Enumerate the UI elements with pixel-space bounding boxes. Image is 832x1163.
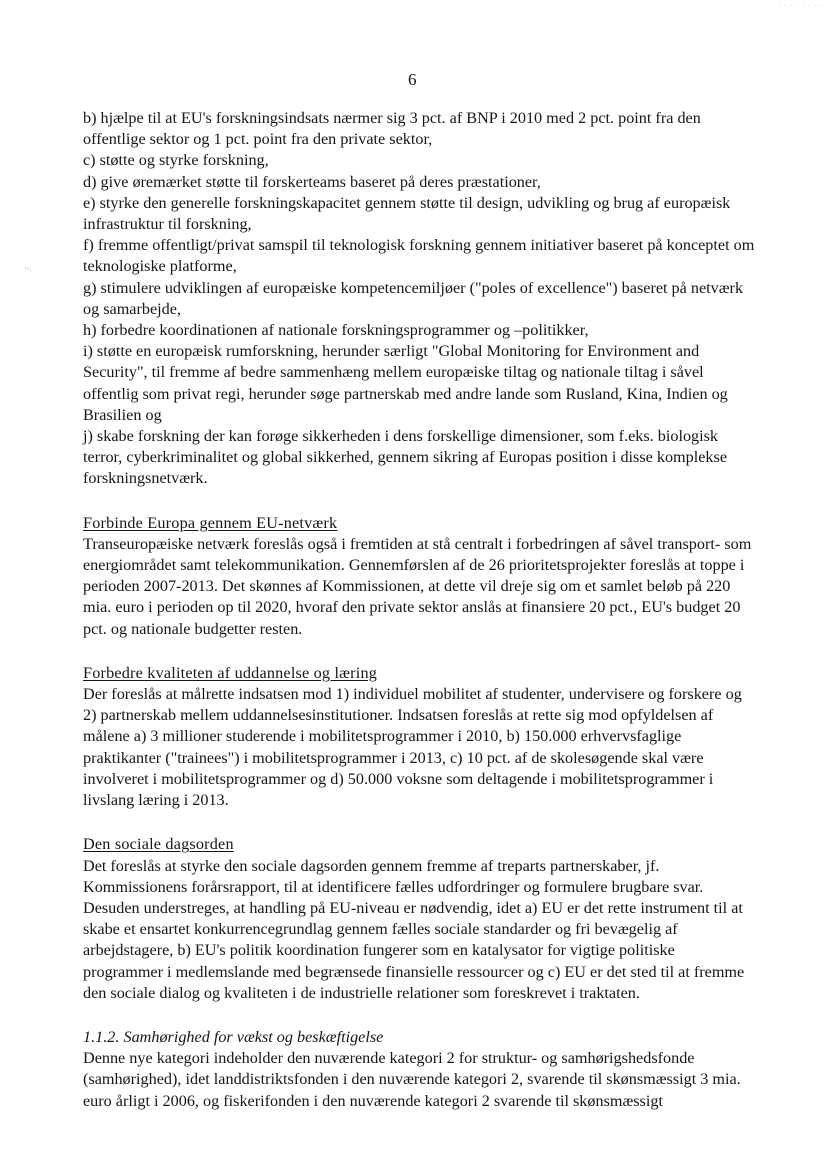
section-body: Transeuropæiske netværk foreslås også i fremtiden at stå centralt i forbedringen af såvel transport- som energiområdet samt telekommunikation. Gennemførslen af de 26 prioritetsprojekter foreslås at toppe i perioden 2007-2013. Det skønnes af Kommissionen, at dette vil dreje sig om et samlet beløb på 220 mia. euro i perioden op til 2020, hvoraf den private sektor anslås at finansiere 20 pct., EU's budget 20 pct. og nationale budgetter resten. <box>83 534 752 638</box>
objectives-list <box>83 108 755 490</box>
scan-corner-mark: · · · · · · · · <box>778 2 824 10</box>
subsection-cohesion <box>83 1027 755 1112</box>
page-number: 6 <box>408 70 417 89</box>
subsection-heading: 1.1.2. Samhørighed for vækst og beskæftigelse <box>83 1027 384 1046</box>
list-item-g: g) stimulere udviklingen af europæiske kompetencemiljøer ("poles of excellence") baseret på netværk og samarbejde, <box>83 278 744 318</box>
section-heading: Forbedre kvaliteten af uddannelse og læring <box>83 663 378 682</box>
list-item-c: c) støtte og styrke forskning, <box>83 151 269 170</box>
list-item-e: e) styrke den generelle forskningskapacitet gennem støtte til design, udvikling og brug af europæisk infrastruktur til forskning, <box>83 193 731 234</box>
section-body: Det foreslås at styrke den sociale dagsorden gennem fremme af treparts partnerskaber, jf. Kommissionens forårsrapport, til at identificere fælles udfordringer og formulere brugbare svar. Desuden understreges, at handling på EU-niveau er nødvendig, idet a) EU er det rette instrument til at skabe et ensartet konkurrencegrundlag gennem fælles sociale standarder og fri bevægelig af arbejdstagere, b) EU's politik koordination fungerer som en katalysator for vigtige politiske programmer i medlemslande med begrænsede finansielle ressourcer og c) EU er det sted til at fremme den sociale dialog og kvaliteten i de industrielle relationer som foreskrevet i traktaten. <box>83 856 745 1002</box>
list-item-d: d) give øremærket støtte til forskerteams baseret på deres præstationer, <box>83 172 541 191</box>
list-item-b: b) hjælpe til at EU's forskningsindsats nærmer sig 3 pct. af BNP i 2010 med 2 pct. point fra den offentlige sektor og 1 pct. point fra den private sektor, <box>83 109 701 149</box>
section-heading: Den sociale dagsorden <box>83 835 234 854</box>
list-item-h: h) forbedre koordinationen af nationale forskningsprogrammer og –politikker, <box>83 321 589 340</box>
list-item-i: i) støtte en europæisk rumforskning, herunder særligt "Global Monitoring for Environment and Security", til fremme af bedre sammenhæng mellem europæiske tiltag og nationale tiltag i såvel offentlig som privat regi, herunder søge partnerskab med andre lande som Rusland, Kina, Indien og Brasilien og <box>83 342 728 424</box>
section-social-agenda <box>83 834 755 1004</box>
section-networks <box>83 513 755 640</box>
page-content <box>83 108 755 1112</box>
section-education <box>83 663 755 811</box>
list-item-j: j) skabe forskning der kan forøge sikkerheden i dens forskellige dimensioner, som f.eks. biologisk terror, cyberkriminalitet og global sikkerhed, gennem sikring af Europas position i disse komplekse forskningsnetværk. <box>83 427 728 488</box>
list-item-f: f) fremme offentligt/privat samspil til teknologisk forskning gennem initiativer baseret på konceptet om teknologiske platforme, <box>83 236 755 276</box>
scan-margin-mark: ·-. <box>24 264 32 273</box>
section-heading: Forbinde Europa gennem EU-netværk <box>83 513 338 532</box>
section-body: Der foreslås at målrette indsatsen mod 1) individuel mobilitet af studenter, undervisere og forskere og 2) partnerskab mellem uddannelsesinstitutioner. Indsatsen foreslås at rette sig mod opfyldelsen af målene a) 3 millioner studerende i mobilitetsprogrammer i 2010, b) 150.000 erhvervsfaglige praktikanter ("trainees") i mobilitetsprogrammer i 2013, c) 10 pct. af de skolesøgende skal være involveret i mobilitetsprogrammer og d) 50.000 voksne som deltagende i mobilitetsprogrammer i livslang læring i 2013. <box>83 685 742 810</box>
subsection-body: Denne nye kategori indeholder den nuværende kategori 2 for struktur- og samhørigshedsfonde (samhørighed), idet landdistriktsfonden i den nuværende kategori 2, svarende til skønsmæssigt 3 mia. euro årligt i 2006, og fiskerifonden i den nuværende kategori 2 svarende til skønsmæssigt <box>83 1049 741 1110</box>
